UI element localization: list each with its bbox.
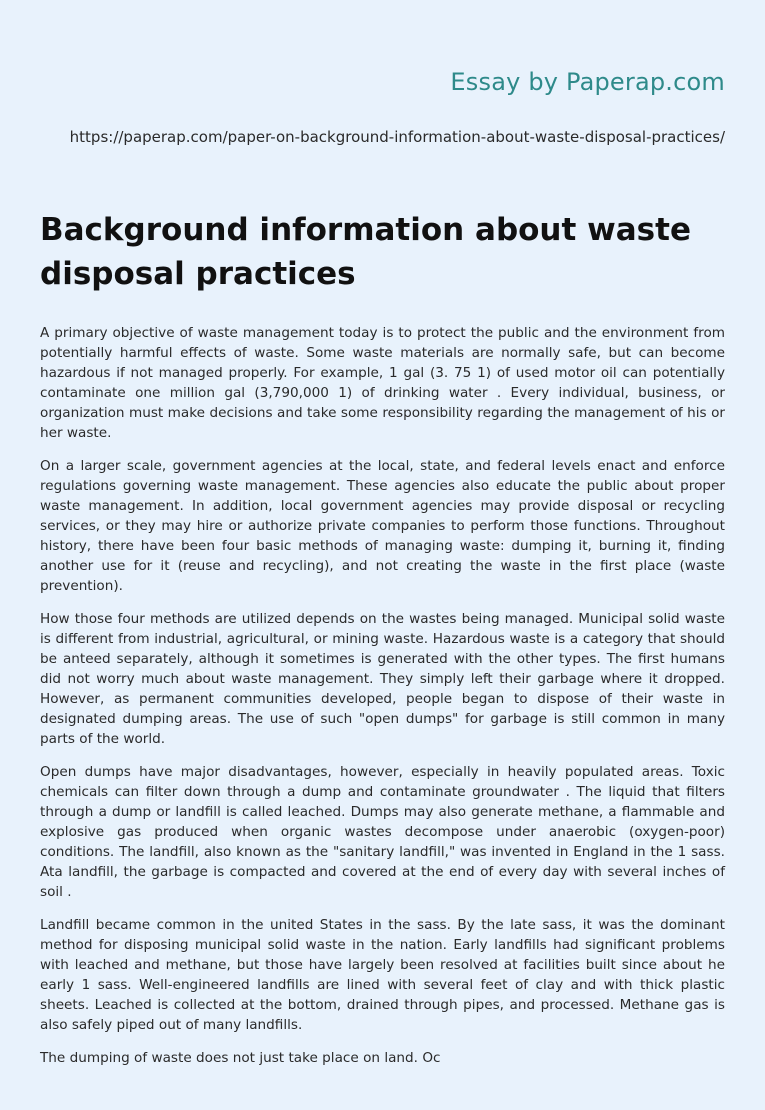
paragraph: A primary objective of waste management today is to protect the public and the environment from potentially harmful effects of waste. Some waste materials are normally safe, but can become hazardous if not managed properly. For example, 1 gal (3. 75 1) of used motor oil can potentially contaminate one million gal (3,790,000 1) of drinking water . Every individual, business, or organization must make decisions and take some responsibility regarding the management of his or her waste.	[40, 325, 725, 441]
page-title: Background information about waste disposal practices	[40, 212, 691, 292]
paragraph: Open dumps have major disadvantages, however, especially in heavily populated areas. Toxic chemicals can filter down through a dump and contaminate groundwater . The liquid that filters through a dump or landfill is called leached. Dumps may also generate methane, a flammable and explosive gas produced when organic wastes decompose under anaerobic (oxygen-poor) conditions. The landfill, also known as the "sanitary landfill," was invented in England in the 1 sass. Ata landfill, the garbage is compacted and covered at the end of every day with several inches of soil .	[40, 764, 725, 900]
paragraph: Landfill became common in the united States in the sass. By the late sass, it was the dominant method for disposing municipal solid waste in the nation. Early landfills had significant problems with leached and methane, but those have largely been resolved at facilities built since about he early 1 sass. Well-engineered landfills are lined with several feet of clay and with thick plastic sheets. Leached is collected at the bottom, drained through pipes, and processed. Methane gas is also safely piped out of many landfills.	[40, 917, 725, 1033]
source-url[interactable]: https://paperap.com/paper-on-background-information-about-waste-disposal-practices/	[69, 128, 725, 146]
paragraph: The dumping of waste does not just take place on land. Oc	[40, 1050, 441, 1066]
site-brand-link[interactable]: Essay by Paperap.com	[450, 68, 725, 96]
article-body	[40, 323, 725, 1081]
paragraph: On a larger scale, government agencies at the local, state, and federal levels enact and enforce regulations governing waste management. These agencies also educate the public about proper waste management. In addition, local government agencies may provide disposal or recycling services, or they may hire or authorize private companies to perform those functions. Throughout history, there have been four basic methods of managing waste: dumping it, burning it, finding another use for it (reuse and recycling), and not creating the waste in the first place (waste prevention).	[40, 458, 725, 594]
paragraph: How those four methods are utilized depends on the wastes being managed. Municipal solid waste is different from industrial, agricultural, or mining waste. Hazardous waste is a category that should be anteed separately, although it sometimes is generated with the other types. The first humans did not worry much about waste management. They simply left their garbage where it dropped. However, as permanent communities developed, people began to dispose of their waste in designated dumping areas. The use of such "open dumps" for garbage is still common in many parts of the world.	[40, 611, 725, 747]
